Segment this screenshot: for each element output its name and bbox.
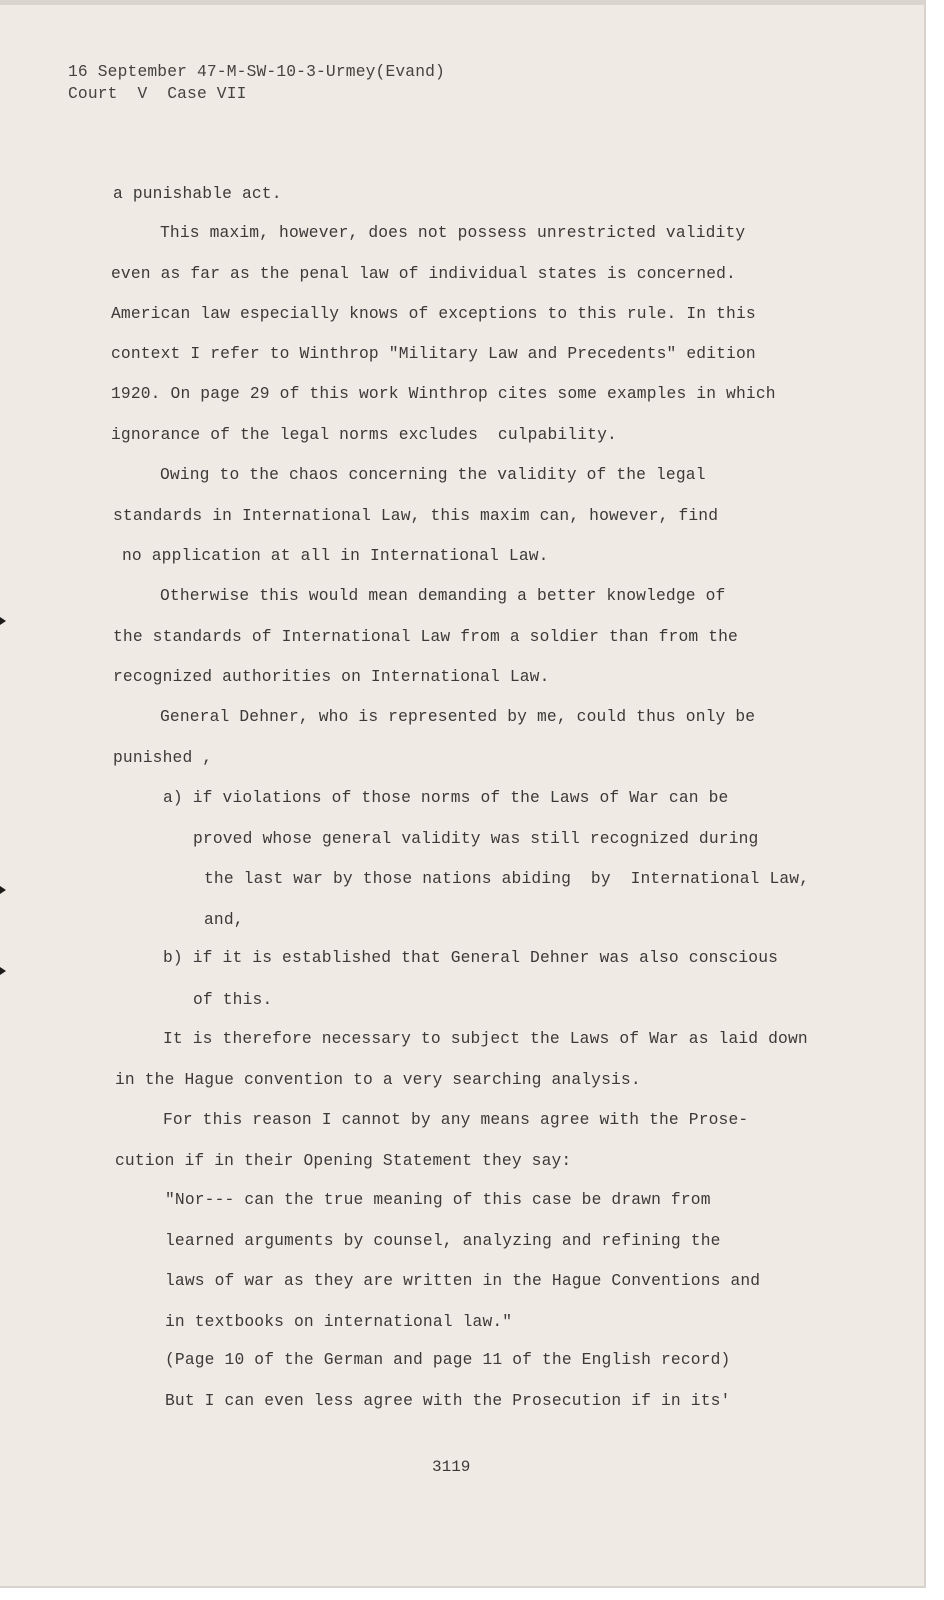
- body-line: But I can even less agree with the Prosecution if in its': [165, 1391, 731, 1410]
- body-line: ignorance of the legal norms excludes culpability.: [111, 425, 617, 444]
- quotation-line: "Nor--- can the true meaning of this case be drawn from: [165, 1190, 711, 1209]
- quotation-line: laws of war as they are written in the Hague Conventions and: [165, 1271, 761, 1290]
- body-line: punished ,: [113, 748, 213, 767]
- list-item-a-continuation: the last war by those nations abiding by International Law,: [204, 869, 810, 888]
- list-item-a-continuation: proved whose general validity was still recognized during: [193, 829, 759, 848]
- body-line: in the Hague convention to a very searching analysis.: [115, 1070, 641, 1089]
- citation-line: (Page 10 of the German and page 11 of the English record): [165, 1350, 731, 1369]
- list-item-a: a) if violations of those norms of the Laws of War can be: [163, 788, 729, 807]
- body-line: even as far as the penal law of individual states is concerned.: [111, 264, 736, 283]
- list-item-a-continuation: and,: [204, 910, 244, 929]
- margin-mark: [0, 886, 6, 894]
- body-line: For this reason I cannot by any means agree with the Prose-: [163, 1110, 749, 1129]
- margin-mark: [0, 967, 6, 975]
- body-line: a punishable act.: [113, 184, 282, 203]
- body-line: Otherwise this would mean demanding a better knowledge of: [160, 586, 726, 605]
- body-line: This maxim, however, does not possess unrestricted validity: [160, 223, 746, 242]
- body-line: 1920. On page 29 of this work Winthrop cites some examples in which: [111, 384, 776, 403]
- body-line: the standards of International Law from a soldier than from the: [113, 627, 738, 646]
- list-item-b-continuation: of this.: [193, 990, 273, 1009]
- margin-mark: [0, 617, 6, 625]
- quotation-line: in textbooks on international law.": [165, 1312, 513, 1331]
- quotation-line: learned arguments by counsel, analyzing and refining the: [165, 1231, 721, 1250]
- body-line: American law especially knows of exceptions to this rule. In this: [111, 304, 756, 323]
- body-line: General Dehner, who is represented by me, could thus only be: [160, 707, 756, 726]
- page-top-edge: [0, 0, 924, 5]
- list-item-b: b) if it is established that General Dehner was also conscious: [163, 948, 779, 967]
- body-line: Owing to the chaos concerning the validity of the legal: [160, 465, 706, 484]
- body-line: no application at all in International Law.: [122, 546, 549, 565]
- body-line: standards in International Law, this maxim can, however, find: [113, 506, 719, 525]
- body-line: recognized authorities on International Law.: [113, 667, 550, 686]
- page-number: 3119: [432, 1458, 471, 1476]
- header-reference-line: 16 September 47-M-SW-10-3-Urmey(Evand): [68, 62, 445, 81]
- body-line: context I refer to Winthrop "Military Law and Precedents" edition: [111, 344, 756, 363]
- body-line: It is therefore necessary to subject the Laws of War as laid down: [163, 1029, 808, 1048]
- header-court-case-line: Court V Case VII: [68, 84, 247, 103]
- body-line: cution if in their Opening Statement they say:: [115, 1151, 572, 1170]
